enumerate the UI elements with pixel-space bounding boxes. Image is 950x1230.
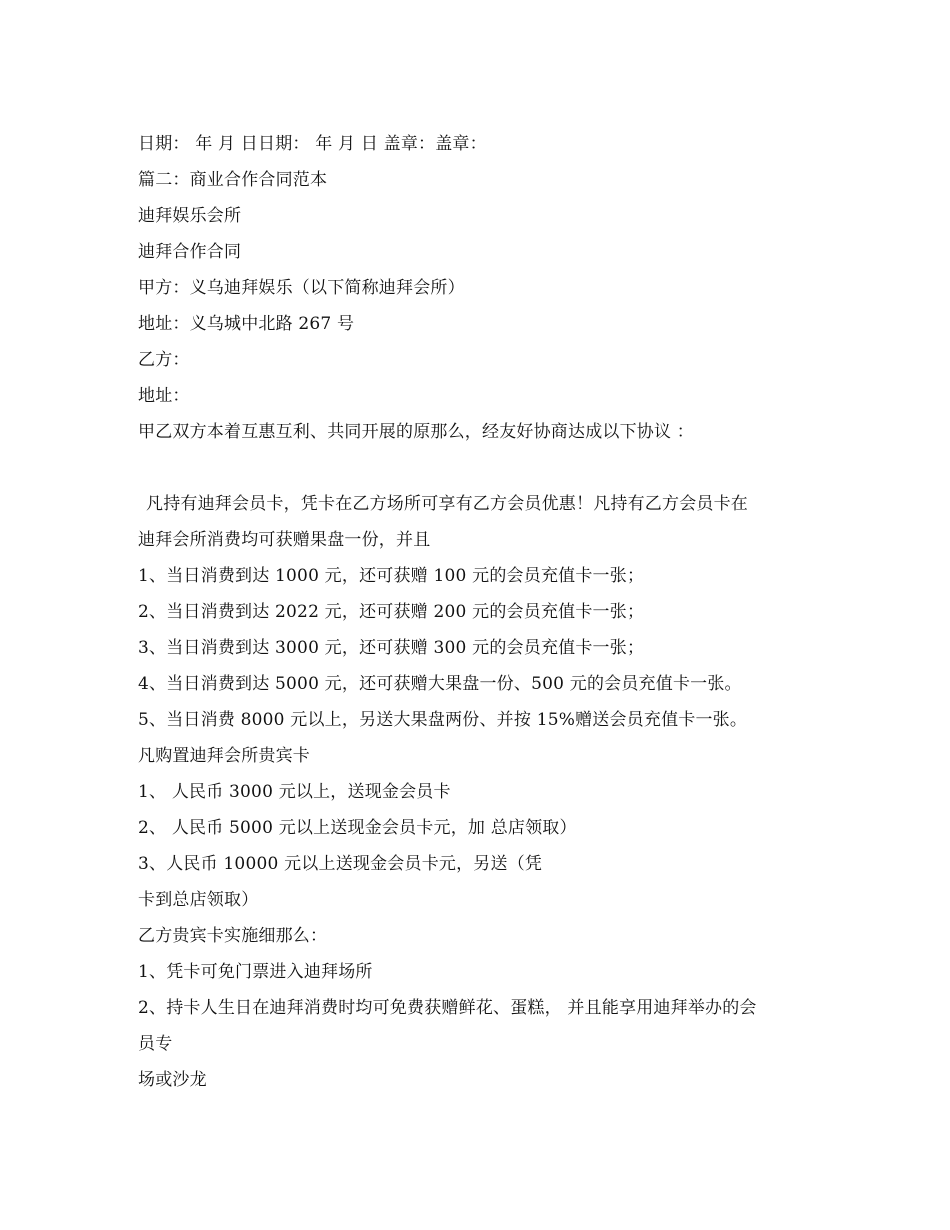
list-item-cont: 员专: [138, 1034, 173, 1054]
list-item: 2、当日消费到达 2022 元，还可获赠 200 元的会员充值卡一张；: [138, 602, 645, 622]
section-heading: 篇二：商业合作合同范本: [138, 170, 328, 190]
agreement-intro: 甲乙双方本着互惠互利、共同开展的原那么，经友好协商达成以下协议 ：: [138, 422, 695, 442]
list-item: 1、当日消费到达 1000 元，还可获赠 100 元的会员充值卡一张；: [138, 566, 645, 586]
vip-card-heading: 凡购置迪拜会所贵宾卡: [138, 746, 310, 766]
list-item: 5、当日消费 8000 元以上，另送大果盘两份、并按 15%赠送会员充值卡一张。: [138, 710, 748, 730]
member-benefit-paragraph-cont: 迪拜会所消费均可获赠果盘一份，并且: [138, 530, 431, 550]
date-seal-line: 日期： 年 月 日日期： 年 月 日 盖章：盖章：: [138, 134, 487, 154]
rules-heading: 乙方贵宾卡实施细那么：: [138, 926, 328, 946]
list-item: 1、 人民币 3000 元以上，送现金会员卡: [138, 782, 451, 802]
party-b: 乙方：: [138, 350, 190, 370]
list-item-cont: 卡到总店领取）: [138, 890, 259, 910]
contract-title: 迪拜合作合同: [138, 242, 242, 262]
list-item-cont: 场或沙龙: [138, 1070, 207, 1090]
member-benefit-paragraph: 凡持有迪拜会员卡，凭卡在乙方场所可享有乙方会员优惠！凡持有乙方会员卡在: [146, 494, 748, 514]
list-item: 2、持卡人生日在迪拜消费时均可免费获赠鲜花、蛋糕， 并且能享用迪拜举办的会: [138, 998, 757, 1018]
party-a-address: 地址：义乌城中北路 267 号: [138, 314, 355, 334]
list-item: 4、当日消费到达 5000 元，还可获赠大果盘一份、500 元的会员充值卡一张。: [138, 674, 742, 694]
list-item: 2、 人民币 5000 元以上送现金会员卡元，加 总店领取）: [138, 818, 577, 838]
party-b-address: 地址：: [138, 386, 190, 406]
company-name: 迪拜娱乐会所: [138, 206, 242, 226]
list-item: 3、当日消费到达 3000 元，还可获赠 300 元的会员充值卡一张；: [138, 638, 645, 658]
list-item: 3、人民币 10000 元以上送现金会员卡元，另送（凭: [138, 854, 543, 874]
party-a: 甲方：义乌迪拜娱乐（以下简称迪拜会所）: [138, 278, 465, 298]
list-item: 1、凭卡可免门票进入迪拜场所: [138, 962, 373, 982]
